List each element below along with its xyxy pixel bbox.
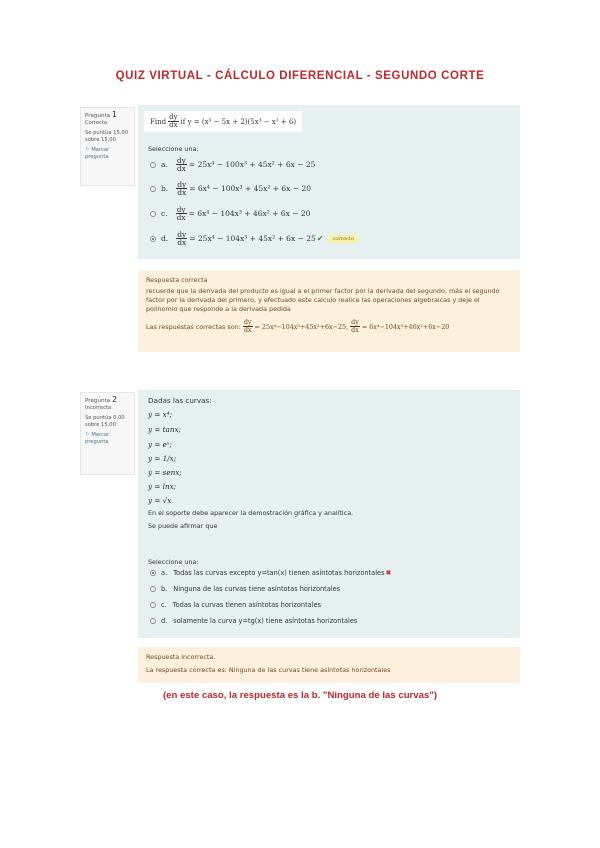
radio-button[interactable] [150,618,156,624]
answer-option-c[interactable]: c. Todas la curvas tienen asíntotas horizontales [150,601,321,609]
answers-label: Las respuestas correctas son: [146,322,241,331]
feedback-text: La respuesta correcta es: Ninguna de las curvas tiene asíntotas horizontales [146,666,391,674]
question-label: Pregunta [85,113,111,119]
flag-icon: ⚐ [85,147,90,153]
flag-icon: ⚐ [85,432,90,438]
correct-answer-1: = 25x⁴−104x³+45x²+6x−25, [254,322,349,331]
question-number: 2 [111,395,118,404]
curve-item: y = x⁴; [148,410,173,419]
radio-button[interactable] [150,586,156,592]
feedback-heading: Respuesta correcta [146,276,208,284]
answer-option-d[interactable]: d. solamente la curva y=tg(x) tiene asíntotas horizontales [150,617,357,625]
radio-button-selected[interactable] [150,236,156,242]
answer-option-d[interactable]: d. $\frac{dy}{dx}$ = 25x⁴ − 104x³ + 45x² + 6x − 25 ✔ correcto [150,231,358,246]
feedback-box [138,270,520,352]
option-text: Todas las curvas excepto y=tan(x) tienen asíntotas horizontales [173,569,385,577]
question-score: Se puntúa 0,00 sobre 15,00 [85,415,125,428]
cross-icon: ✖ [385,569,392,577]
answer-option-c[interactable]: c. $\frac{dy}{dx}$ = 6x⁴ − 104x³ + 46x² + 6x − 20 [150,206,310,221]
flag-question-link[interactable] [85,147,131,161]
option-text: = 25x⁴ − 104x³ + 45x² + 6x − 25 [189,234,316,243]
question-1-prompt [144,111,302,132]
question-info-panel [80,107,135,186]
prompt-prefix: Find [150,117,167,126]
correct-answer-2: = 6x⁴−104x³+46x²+6x−20 [361,322,450,331]
question-status: Correcta [85,120,108,126]
support-text: En el soporte debe aparecer la demostración gráfica y analítica. [148,509,354,517]
curve-item: y = 1/x; [148,454,177,463]
answer-option-b[interactable]: b. $\frac{dy}{dx}$ = 6x⁴ − 100x³ + 45x² + 6x − 20 [150,181,311,196]
select-one-label: Seleccione una: [148,145,199,153]
answer-option-b[interactable]: b. Ninguna de las curvas tiene asíntotas horizontales [150,585,340,593]
prompt-expression: if y = (x³ − 5x + 2)(5x³ − x² + 6) [180,117,297,126]
question-number: 1 [111,110,118,119]
option-text: solamente la curva y=tg(x) tiene asíntotas horizontales [173,617,358,625]
question-1-box [138,105,520,259]
question-label: Pregunta [85,398,111,404]
question-2-intro: Dadas las curvas: [148,396,212,405]
flag-question-label: Marcar pregunta [85,432,110,445]
select-one-label: Seleccione una: [148,558,199,566]
curve-item: y = tanx; [148,425,181,434]
curve-item: y = √x [148,496,172,505]
radio-button[interactable] [150,602,156,608]
question-status: Incorrecta [85,405,112,411]
feedback-box [138,647,520,683]
option-text: Ninguna de las curvas tiene asíntotas horizontales [173,585,341,593]
flag-question-link[interactable] [85,432,131,446]
option-text: Todas la curvas tienen asíntotas horizontales [172,601,322,609]
answer-note: (en este caso, la respuesta es la b. "Ninguna de las curvas") [162,690,438,701]
option-text: = 6x⁴ − 104x³ + 46x² + 6x − 20 [188,209,311,218]
derivative-fraction: $\frac{dy}{dx}$ [169,113,178,129]
correct-badge: correcto [328,235,357,243]
curve-item: y = senx; [148,468,182,477]
curve-item: y = eˣ; [148,440,172,449]
feedback-heading: Respuesta incorrecta. [146,653,216,661]
curve-item: y = lnx; [148,482,177,491]
correct-answers: Las respuestas correctas son: $\frac{dy}{dx}$ = 25x⁴−104x³+45x²+6x−25, $\frac{dy}{dx}$ = 6x⁴−104x³+46x²+6x−20 [146,318,450,334]
document-title: QUIZ VIRTUAL - CÁLCULO DIFERENCIAL - SEGUNDO CORTE [115,70,485,82]
radio-button-selected[interactable] [150,570,156,576]
answer-option-a[interactable]: a. $\frac{dy}{dx}$ = 25x⁴ − 100x³ + 45x² + 6x − 25 [150,157,315,172]
feedback-text: recuerde que la derivada del producto es igual a el primer factor por la derivada del segundo, más el segundo factor por la derivada del primero, y efectuado este calculo realice las operaciones algebraicas y deje el polinomio que responde a la derivada pedida [146,287,500,313]
answer-option-a[interactable]: a. Todas las curvas excepto y=tan(x) tienen asíntotas horizontales ✖ [150,569,391,577]
checkmark-icon: ✔ [316,234,324,243]
option-text: = 6x⁴ − 100x³ + 45x² + 6x − 20 [189,184,311,193]
affirm-text: Se puede afirmar que [148,522,218,530]
radio-button[interactable] [150,162,156,168]
option-text: = 25x⁴ − 100x³ + 45x² + 6x − 25 [188,160,316,169]
question-info-panel [80,392,135,475]
flag-question-label: Marcar pregunta [85,147,110,160]
radio-button[interactable] [150,186,156,192]
radio-button[interactable] [150,211,156,217]
question-2-box [138,390,520,638]
question-score: Se puntúa 15,00 sobre 15,00 [85,130,129,143]
